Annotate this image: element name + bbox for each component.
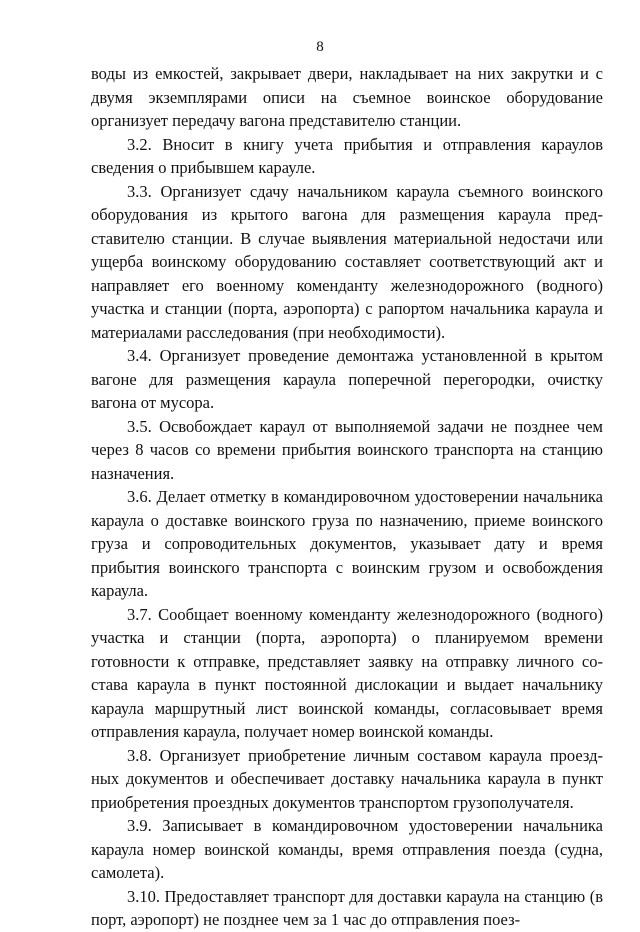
paragraph-3-9: 3.9. Записывает в командировочном удостоверении начальника караула номер воинской команды, время отправления поезда (судна, самолета). [91, 816, 603, 882]
document-body [91, 62, 603, 932]
paragraph-3-8: 3.8. Организует приобретение личным составом караула проездных документов и обеспечивает доставку начальника караула в пункт приобретения проездных документов транспортом грузополучателя. [91, 745, 603, 812]
paragraph-3-5: 3.5. Освобождает караул от выполняемой задачи не позднее чем через 8 часов со времени прибытия воинского транспорта на станцию назначения. [91, 416, 603, 483]
paragraph-3-7: 3.7. Сообщает военному коменданту железнодорожного (водного) участка и станции (порта, аэропорта) о планируемом времени готовности к отправке, представляет заявку на отправку личного состава караула в пункт постоянной дислокации и выдает начальнику караула маршрутный лист воинской команды, согласовывает время отправления караула, получает номер воинской команды. [91, 604, 603, 741]
page-number: 8 [316, 39, 324, 55]
paragraph-3-3: 3.3. Организует сдачу начальником караула съемного воинского оборудования из крытого вагона для размещения караула представителю станции. В случае выявления материальной недостачи или ущерба воинскому оборудованию составляет соответствующий акт и направляет его военному коменданту железнодорожного (водного) участка и станции (порта, аэропорта) с рапортом начальника караула и материалами расследования (при необходимости). [91, 181, 603, 342]
paragraph-3-10: 3.10. Предоставляет транспорт для доставки караула на станцию (в порт, аэропорт) не позднее чем за 1 час до отправления поез- [91, 886, 603, 929]
paragraph-3-6: 3.6. Делает отметку в командировочном удостоверении начальника караула о доставке воинского груза по назначению, приеме воинского груза и сопроводительных документов, указывает дату и время прибытия воинского транспорта с воинским грузом и освобождения караула. [91, 487, 603, 600]
paragraph-continuation: воды из емкостей, закрывает двери, накладывает на них закрутки и с двумя экземплярами описи на съемное воинское оборудование организует передачу вагона представителю станции. [91, 64, 603, 130]
paragraph-3-4: 3.4. Организует проведение демонтажа установленной в крытом вагоне для размещения караула поперечной перегородки, очистку вагона от мусора. [91, 346, 603, 412]
paragraph-3-2: 3.2. Вносит в книгу учета прибытия и отправления караулов сведения о прибывшем карауле. [91, 134, 603, 177]
